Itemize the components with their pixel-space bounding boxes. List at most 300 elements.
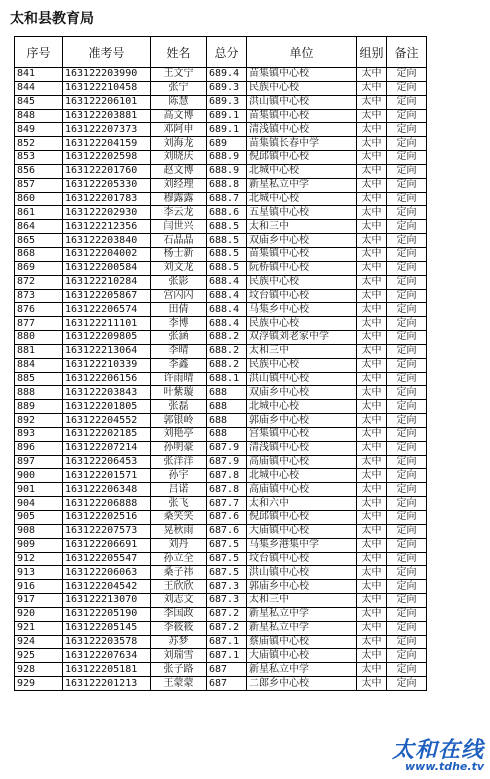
cell-note: 定向 [387, 594, 427, 608]
table-row [15, 469, 427, 483]
cell-unit: 宫集镇中心校 [247, 427, 357, 441]
cell-name: 刘经理 [151, 178, 207, 192]
cell-name: 刘志文 [151, 594, 207, 608]
table-row [15, 95, 427, 109]
cell-group: 太中 [357, 538, 387, 552]
cell-score: 689.1 [207, 123, 247, 137]
cell-score: 687 [207, 677, 247, 691]
cell-score: 689.1 [207, 109, 247, 123]
cell-note: 定向 [387, 414, 427, 428]
cell-group: 太中 [357, 511, 387, 525]
cell-score: 687.5 [207, 566, 247, 580]
table-row [15, 137, 427, 151]
col-header-exam-id: 准考号 [63, 37, 151, 68]
cell-unit: 新星私立中学 [247, 607, 357, 621]
cell-index: 852 [15, 137, 63, 151]
cell-unit: 苗集镇中心校 [247, 68, 357, 82]
cell-exam-id: 163122205867 [63, 289, 151, 303]
cell-group: 太中 [357, 95, 387, 109]
table-row [15, 566, 427, 580]
cell-unit: 高庙镇中心校 [247, 483, 357, 497]
cell-exam-id: 163122213070 [63, 594, 151, 608]
watermark-logo [392, 733, 484, 773]
cell-note: 定向 [387, 95, 427, 109]
cell-score: 687.1 [207, 649, 247, 663]
cell-name: 陈慧 [151, 95, 207, 109]
cell-score: 688.1 [207, 372, 247, 386]
cell-unit: 五星镇中心校 [247, 206, 357, 220]
cell-name: 晃秋雨 [151, 524, 207, 538]
cell-unit: 倪邱镇中心校 [247, 151, 357, 165]
cell-name: 高文博 [151, 109, 207, 123]
cell-index: 916 [15, 580, 63, 594]
cell-group: 太中 [357, 386, 387, 400]
cell-name: 宫闪闪 [151, 289, 207, 303]
cell-unit: 北城中心校 [247, 192, 357, 206]
cell-score: 688.5 [207, 261, 247, 275]
cell-note: 定向 [387, 358, 427, 372]
table-row [15, 552, 427, 566]
cell-name: 刘丹 [151, 538, 207, 552]
cell-group: 太中 [357, 566, 387, 580]
cell-exam-id: 163122204552 [63, 414, 151, 428]
cell-note: 定向 [387, 275, 427, 289]
cell-score: 688 [207, 386, 247, 400]
cell-score: 688.4 [207, 303, 247, 317]
cell-unit: 清浅镇中心校 [247, 123, 357, 137]
cell-group: 太中 [357, 68, 387, 82]
table-row [15, 358, 427, 372]
cell-group: 太中 [357, 552, 387, 566]
cell-score: 689.3 [207, 95, 247, 109]
cell-name: 张磊 [151, 400, 207, 414]
table-row [15, 68, 427, 82]
results-table [14, 36, 427, 691]
page-title: 太和县教育局 [10, 11, 94, 27]
cell-unit: 新星私立中学 [247, 663, 357, 677]
cell-score: 688 [207, 414, 247, 428]
cell-group: 太中 [357, 109, 387, 123]
cell-group: 太中 [357, 677, 387, 691]
cell-index: 904 [15, 497, 63, 511]
cell-group: 太中 [357, 317, 387, 331]
cell-note: 定向 [387, 234, 427, 248]
cell-index: 921 [15, 621, 63, 635]
cell-group: 太中 [357, 621, 387, 635]
cell-score: 688.5 [207, 220, 247, 234]
cell-unit: 新星私立中学 [247, 621, 357, 635]
cell-name: 穆露露 [151, 192, 207, 206]
cell-unit: 苗集镇长春中学 [247, 137, 357, 151]
cell-score: 688.2 [207, 344, 247, 358]
cell-score: 687.5 [207, 538, 247, 552]
cell-note: 定向 [387, 455, 427, 469]
cell-index: 917 [15, 594, 63, 608]
cell-score: 689.3 [207, 81, 247, 95]
cell-exam-id: 163122205330 [63, 178, 151, 192]
cell-score: 688.2 [207, 331, 247, 345]
cell-index: 869 [15, 261, 63, 275]
cell-name: 邓阿申 [151, 123, 207, 137]
cell-index: 876 [15, 303, 63, 317]
cell-name: 李云龙 [151, 206, 207, 220]
cell-score: 688.4 [207, 275, 247, 289]
cell-exam-id: 163122203881 [63, 109, 151, 123]
cell-name: 张飞 [151, 497, 207, 511]
table-row [15, 524, 427, 538]
cell-name: 闫世兴 [151, 220, 207, 234]
cell-index: 928 [15, 663, 63, 677]
cell-unit: 北城中心校 [247, 469, 357, 483]
cell-group: 太中 [357, 455, 387, 469]
cell-unit: 马集乡中心校 [247, 303, 357, 317]
cell-unit: 双浮镇刘老家中学 [247, 331, 357, 345]
cell-note: 定向 [387, 220, 427, 234]
cell-note: 定向 [387, 247, 427, 261]
cell-unit: 苗集镇中心校 [247, 247, 357, 261]
table-row [15, 247, 427, 261]
cell-group: 太中 [357, 580, 387, 594]
cell-name: 张宁 [151, 81, 207, 95]
cell-name: 孙宇 [151, 469, 207, 483]
cell-score: 687.8 [207, 483, 247, 497]
cell-name: 苏梦 [151, 635, 207, 649]
cell-name: 孙立全 [151, 552, 207, 566]
table-row [15, 386, 427, 400]
cell-exam-id: 163122212356 [63, 220, 151, 234]
cell-exam-id: 163122200584 [63, 261, 151, 275]
cell-unit: 民族中心校 [247, 317, 357, 331]
cell-note: 定向 [387, 178, 427, 192]
cell-name: 叶紫璇 [151, 386, 207, 400]
cell-note: 定向 [387, 552, 427, 566]
cell-note: 定向 [387, 566, 427, 580]
table-row [15, 635, 427, 649]
cell-group: 太中 [357, 331, 387, 345]
cell-index: 844 [15, 81, 63, 95]
cell-exam-id: 163122201213 [63, 677, 151, 691]
cell-group: 太中 [357, 303, 387, 317]
cell-note: 定向 [387, 344, 427, 358]
cell-group: 太中 [357, 594, 387, 608]
cell-name: 桑子祎 [151, 566, 207, 580]
table-row [15, 164, 427, 178]
col-header-name: 姓名 [151, 37, 207, 68]
cell-group: 太中 [357, 261, 387, 275]
cell-unit: 郭庙乡中心校 [247, 580, 357, 594]
cell-index: 897 [15, 455, 63, 469]
cell-score: 688 [207, 427, 247, 441]
cell-exam-id: 163122201571 [63, 469, 151, 483]
cell-score: 688.6 [207, 206, 247, 220]
table-row [15, 607, 427, 621]
cell-note: 定向 [387, 317, 427, 331]
cell-name: 许雨晴 [151, 372, 207, 386]
cell-note: 定向 [387, 649, 427, 663]
cell-note: 定向 [387, 261, 427, 275]
col-header-unit: 单位 [247, 37, 357, 68]
cell-group: 太中 [357, 344, 387, 358]
cell-score: 687.7 [207, 497, 247, 511]
cell-index: 856 [15, 164, 63, 178]
cell-note: 定向 [387, 192, 427, 206]
table-row [15, 123, 427, 137]
cell-index: 901 [15, 483, 63, 497]
cell-index: 865 [15, 234, 63, 248]
cell-name: 刘艳亭 [151, 427, 207, 441]
table-row [15, 289, 427, 303]
cell-group: 太中 [357, 192, 387, 206]
cell-exam-id: 163122210339 [63, 358, 151, 372]
cell-index: 864 [15, 220, 63, 234]
cell-name: 刘瑞雪 [151, 649, 207, 663]
cell-index: 873 [15, 289, 63, 303]
cell-index: 857 [15, 178, 63, 192]
cell-exam-id: 163122204002 [63, 247, 151, 261]
table-row [15, 275, 427, 289]
cell-unit: 郭庙乡中心校 [247, 414, 357, 428]
cell-name: 石晶晶 [151, 234, 207, 248]
table-row [15, 677, 427, 691]
cell-exam-id: 163122205145 [63, 621, 151, 635]
cell-unit: 高庙镇中心校 [247, 455, 357, 469]
table-row [15, 261, 427, 275]
cell-exam-id: 163122211101 [63, 317, 151, 331]
cell-note: 定向 [387, 524, 427, 538]
cell-unit: 太和三中 [247, 344, 357, 358]
cell-unit: 洪山镇中心校 [247, 95, 357, 109]
table-row [15, 220, 427, 234]
cell-name: 杨士新 [151, 247, 207, 261]
cell-group: 太中 [357, 635, 387, 649]
cell-name: 王欣欣 [151, 580, 207, 594]
cell-note: 定向 [387, 621, 427, 635]
cell-score: 688.9 [207, 164, 247, 178]
cell-exam-id: 163122207573 [63, 524, 151, 538]
table-row [15, 621, 427, 635]
cell-exam-id: 163122205190 [63, 607, 151, 621]
cell-exam-id: 163122203990 [63, 68, 151, 82]
table-header-row [15, 37, 427, 68]
cell-note: 定向 [387, 483, 427, 497]
cell-note: 定向 [387, 109, 427, 123]
cell-note: 定向 [387, 164, 427, 178]
cell-note: 定向 [387, 372, 427, 386]
cell-exam-id: 163122203843 [63, 386, 151, 400]
cell-note: 定向 [387, 137, 427, 151]
cell-note: 定向 [387, 677, 427, 691]
cell-unit: 洪山镇中心校 [247, 372, 357, 386]
cell-group: 太中 [357, 427, 387, 441]
cell-name: 王蒙蒙 [151, 677, 207, 691]
cell-group: 太中 [357, 414, 387, 428]
cell-group: 太中 [357, 151, 387, 165]
table-row [15, 192, 427, 206]
cell-name: 刘海龙 [151, 137, 207, 151]
cell-index: 889 [15, 400, 63, 414]
cell-exam-id: 163122207634 [63, 649, 151, 663]
cell-index: 920 [15, 607, 63, 621]
table-row [15, 441, 427, 455]
cell-index: 845 [15, 95, 63, 109]
cell-index: 893 [15, 427, 63, 441]
cell-exam-id: 163122203578 [63, 635, 151, 649]
cell-unit: 双庙乡中心校 [247, 386, 357, 400]
cell-unit: 蔡庙镇中心校 [247, 635, 357, 649]
cell-exam-id: 163122202516 [63, 511, 151, 525]
cell-note: 定向 [387, 400, 427, 414]
cell-unit: 新星私立中学 [247, 178, 357, 192]
cell-note: 定向 [387, 511, 427, 525]
cell-score: 687 [207, 663, 247, 677]
cell-group: 太中 [357, 663, 387, 677]
table-row [15, 594, 427, 608]
cell-exam-id: 163122213064 [63, 344, 151, 358]
cell-unit: 北城中心校 [247, 164, 357, 178]
cell-group: 太中 [357, 358, 387, 372]
table-row [15, 206, 427, 220]
cell-index: 896 [15, 441, 63, 455]
cell-score: 688.8 [207, 178, 247, 192]
cell-index: 885 [15, 372, 63, 386]
cell-score: 688.9 [207, 151, 247, 165]
cell-index: 881 [15, 344, 63, 358]
col-header-group: 组别 [357, 37, 387, 68]
cell-group: 太中 [357, 607, 387, 621]
cell-exam-id: 163122206101 [63, 95, 151, 109]
table-row [15, 663, 427, 677]
cell-group: 太中 [357, 206, 387, 220]
cell-unit: 民族中心校 [247, 81, 357, 95]
cell-group: 太中 [357, 178, 387, 192]
cell-note: 定向 [387, 289, 427, 303]
cell-unit: 太和三中 [247, 594, 357, 608]
cell-index: 908 [15, 524, 63, 538]
cell-unit: 大庙镇中心校 [247, 524, 357, 538]
cell-score: 688.5 [207, 234, 247, 248]
cell-name: 张影 [151, 275, 207, 289]
cell-note: 定向 [387, 497, 427, 511]
cell-name: 李晴 [151, 344, 207, 358]
cell-note: 定向 [387, 68, 427, 82]
cell-note: 定向 [387, 206, 427, 220]
cell-score: 687.8 [207, 469, 247, 483]
cell-score: 687.2 [207, 621, 247, 635]
cell-group: 太中 [357, 247, 387, 261]
table-row [15, 331, 427, 345]
cell-exam-id: 163122201760 [63, 164, 151, 178]
cell-note: 定向 [387, 81, 427, 95]
table-row [15, 178, 427, 192]
cell-score: 687.6 [207, 511, 247, 525]
table-row [15, 109, 427, 123]
cell-index: 860 [15, 192, 63, 206]
table-row [15, 580, 427, 594]
cell-score: 689.4 [207, 68, 247, 82]
cell-group: 太中 [357, 81, 387, 95]
cell-index: 900 [15, 469, 63, 483]
table-row [15, 400, 427, 414]
cell-name: 田倩 [151, 303, 207, 317]
cell-name: 孙明豪 [151, 441, 207, 455]
cell-exam-id: 163122202930 [63, 206, 151, 220]
cell-note: 定向 [387, 663, 427, 677]
cell-score: 687.2 [207, 607, 247, 621]
cell-index: 884 [15, 358, 63, 372]
cell-exam-id: 163122210458 [63, 81, 151, 95]
cell-name: 李鑫 [151, 358, 207, 372]
cell-name: 张子路 [151, 663, 207, 677]
cell-name: 郭银岭 [151, 414, 207, 428]
cell-score: 687.9 [207, 441, 247, 455]
cell-exam-id: 163122203840 [63, 234, 151, 248]
cell-index: 909 [15, 538, 63, 552]
cell-name: 赵文博 [151, 164, 207, 178]
cell-note: 定向 [387, 607, 427, 621]
cell-group: 太中 [357, 275, 387, 289]
cell-note: 定向 [387, 386, 427, 400]
cell-name: 刘文龙 [151, 261, 207, 275]
cell-group: 太中 [357, 123, 387, 137]
cell-group: 太中 [357, 220, 387, 234]
table-row [15, 151, 427, 165]
cell-score: 688.2 [207, 358, 247, 372]
cell-unit: 民族中心校 [247, 358, 357, 372]
cell-unit: 清浅镇中心校 [247, 441, 357, 455]
table-row [15, 511, 427, 525]
cell-unit: 太和六中 [247, 497, 357, 511]
cell-unit: 马集乡港集中学 [247, 538, 357, 552]
cell-index: 924 [15, 635, 63, 649]
cell-unit: 二郎乡中心校 [247, 677, 357, 691]
cell-index: 848 [15, 109, 63, 123]
cell-score: 688 [207, 400, 247, 414]
cell-exam-id: 163122205547 [63, 552, 151, 566]
cell-group: 太中 [357, 649, 387, 663]
cell-index: 877 [15, 317, 63, 331]
table-row [15, 538, 427, 552]
cell-unit: 阮桥镇中心校 [247, 261, 357, 275]
cell-exam-id: 163122206156 [63, 372, 151, 386]
table-row [15, 372, 427, 386]
cell-index: 925 [15, 649, 63, 663]
cell-note: 定向 [387, 580, 427, 594]
cell-note: 定向 [387, 469, 427, 483]
cell-exam-id: 163122202185 [63, 427, 151, 441]
table-row [15, 483, 427, 497]
table-body [15, 68, 427, 691]
table-row [15, 303, 427, 317]
cell-exam-id: 163122204159 [63, 137, 151, 151]
cell-index: 892 [15, 414, 63, 428]
cell-score: 689 [207, 137, 247, 151]
cell-group: 太中 [357, 400, 387, 414]
table-row [15, 427, 427, 441]
cell-name: 张涵 [151, 331, 207, 345]
cell-unit: 洪山镇中心校 [247, 566, 357, 580]
cell-exam-id: 163122205181 [63, 663, 151, 677]
cell-note: 定向 [387, 441, 427, 455]
table-row [15, 81, 427, 95]
cell-group: 太中 [357, 234, 387, 248]
cell-index: 929 [15, 677, 63, 691]
cell-score: 687.3 [207, 594, 247, 608]
cell-index: 849 [15, 123, 63, 137]
cell-note: 定向 [387, 151, 427, 165]
cell-score: 687.9 [207, 455, 247, 469]
cell-unit: 大庙镇中心校 [247, 649, 357, 663]
cell-note: 定向 [387, 538, 427, 552]
